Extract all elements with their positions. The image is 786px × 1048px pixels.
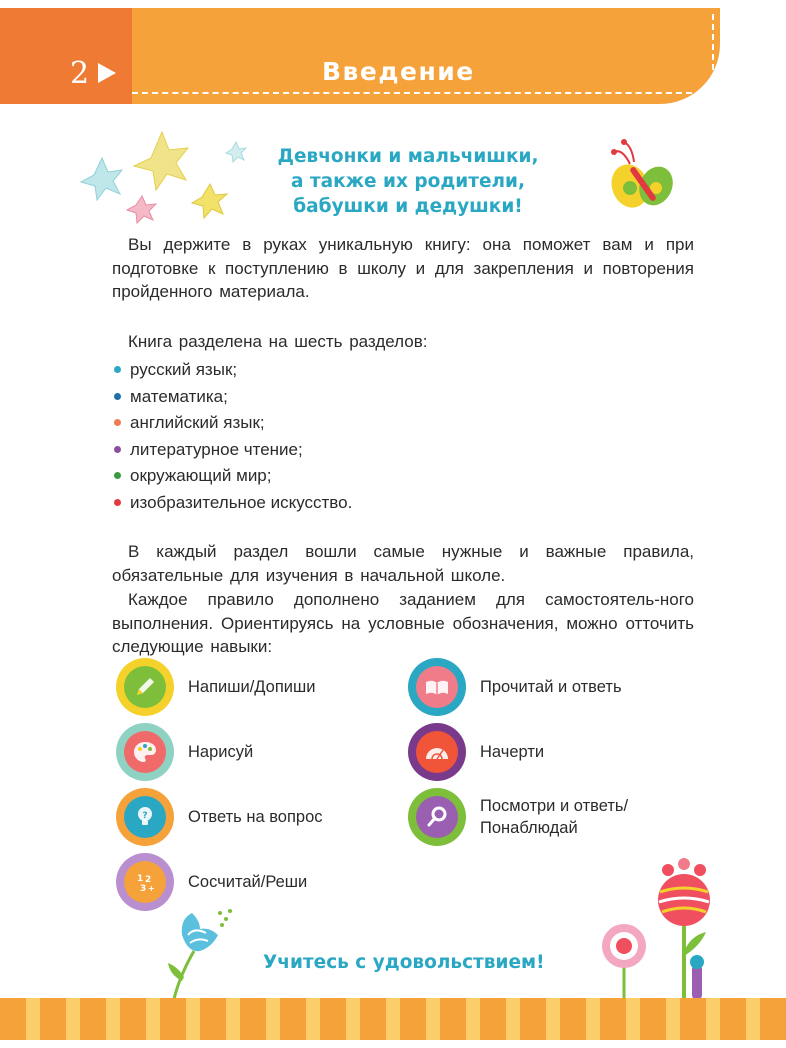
svg-text:?: ?	[142, 811, 148, 821]
section-label: английский язык;	[130, 413, 265, 432]
header-dashed-line	[132, 92, 692, 94]
legend-label: Напиши/Допиши	[188, 678, 316, 696]
list-item	[112, 463, 352, 490]
page-number-tab	[0, 8, 132, 104]
page-title: Введение	[322, 57, 475, 86]
legend-label: Сосчитай/Реши	[188, 873, 308, 891]
bullet-dot-icon	[114, 393, 121, 400]
palette-icon	[124, 731, 166, 773]
svg-text:3: 3	[140, 884, 147, 894]
sections-list	[112, 357, 352, 516]
rules-paragraph: В каждый раздел вошли самые нужные и важные правила, обязательные для изучения в начальной школе.	[112, 542, 694, 585]
legend-label: Начерти	[480, 743, 545, 761]
list-item	[112, 357, 352, 384]
page-arrow-icon	[98, 63, 116, 83]
legend-badge	[116, 658, 174, 716]
legend-item-write	[116, 658, 315, 716]
section-label: изобразительное искусство.	[130, 492, 353, 512]
bullet-dot-icon	[114, 499, 121, 506]
legend-badge	[408, 658, 466, 716]
list-item	[112, 410, 352, 437]
magnifier-icon	[416, 796, 458, 838]
list-item	[112, 490, 352, 517]
legend-badge	[116, 853, 174, 911]
legend-badge	[408, 788, 466, 846]
header-dashed-line-vertical	[712, 14, 714, 80]
list-item	[112, 384, 352, 411]
legend-label: Прочитай и ответь	[480, 678, 622, 696]
stars-decoration-icon	[76, 130, 256, 230]
list-item	[112, 437, 352, 464]
skills-paragraph: Каждое правило дополнено заданием для самостоятель-ного выполнения. Ориентируясь на условные обозначения, можно отточить следующие навыки:	[112, 590, 694, 656]
legend-item-question	[116, 788, 323, 846]
greeting-heading	[250, 144, 566, 219]
legend-label-line-1: Посмотри и ответь/	[480, 797, 629, 815]
legend-item-observe	[408, 788, 628, 846]
bullet-dot-icon	[114, 419, 121, 426]
legend-item-sketch	[408, 723, 544, 781]
intro-paragraph: Вы держите в руках уникальную книгу: она поможет вам и при подготовке к поступлению в школу и для закрепления и повторения пройденного материала.	[112, 235, 694, 301]
butterfly-icon	[600, 138, 684, 218]
svg-text:2: 2	[145, 875, 152, 885]
legend-label: Ответь на вопрос	[188, 808, 323, 826]
greeting-line-1: Девчонки и мальчишки,	[277, 146, 539, 167]
bullet-dot-icon	[114, 472, 121, 479]
svg-text:1: 1	[137, 874, 144, 884]
pencil-icon	[124, 666, 166, 708]
greeting-line-3: бабушки и дедушки!	[293, 196, 523, 217]
greeting-line-2: а также их родители,	[290, 171, 526, 192]
section-label: литературное чтение;	[130, 439, 303, 459]
bullet-dot-icon	[114, 446, 121, 453]
legend-badge	[116, 788, 174, 846]
legend-item-draw	[116, 723, 253, 781]
flowers-decoration-icon	[584, 856, 724, 1000]
sections-intro: Книга разделена на шесть разделов:	[128, 332, 428, 351]
page-number: 2	[70, 56, 90, 91]
legend-badge	[116, 723, 174, 781]
footer-motto: Учитесь с удовольствием!	[263, 952, 545, 973]
numbers-icon	[124, 861, 166, 903]
lightbulb-icon	[124, 796, 166, 838]
svg-text:+: +	[148, 884, 155, 893]
open-book-icon	[416, 666, 458, 708]
blue-flower-icon	[160, 905, 240, 1000]
legend-label	[480, 795, 628, 839]
section-label: математика;	[130, 386, 228, 406]
legend-badge	[408, 723, 466, 781]
section-label: русский язык;	[130, 360, 238, 379]
section-label: окружающий мир;	[130, 466, 272, 485]
legend-item-read	[408, 658, 622, 716]
legend-label: Нарисуй	[188, 743, 254, 761]
footer-stripes	[0, 998, 786, 1040]
bullet-dot-icon	[114, 366, 121, 373]
legend-label-line-2: Понаблюдай	[480, 819, 578, 837]
legend-item-count	[116, 853, 307, 911]
protractor-icon	[416, 731, 458, 773]
